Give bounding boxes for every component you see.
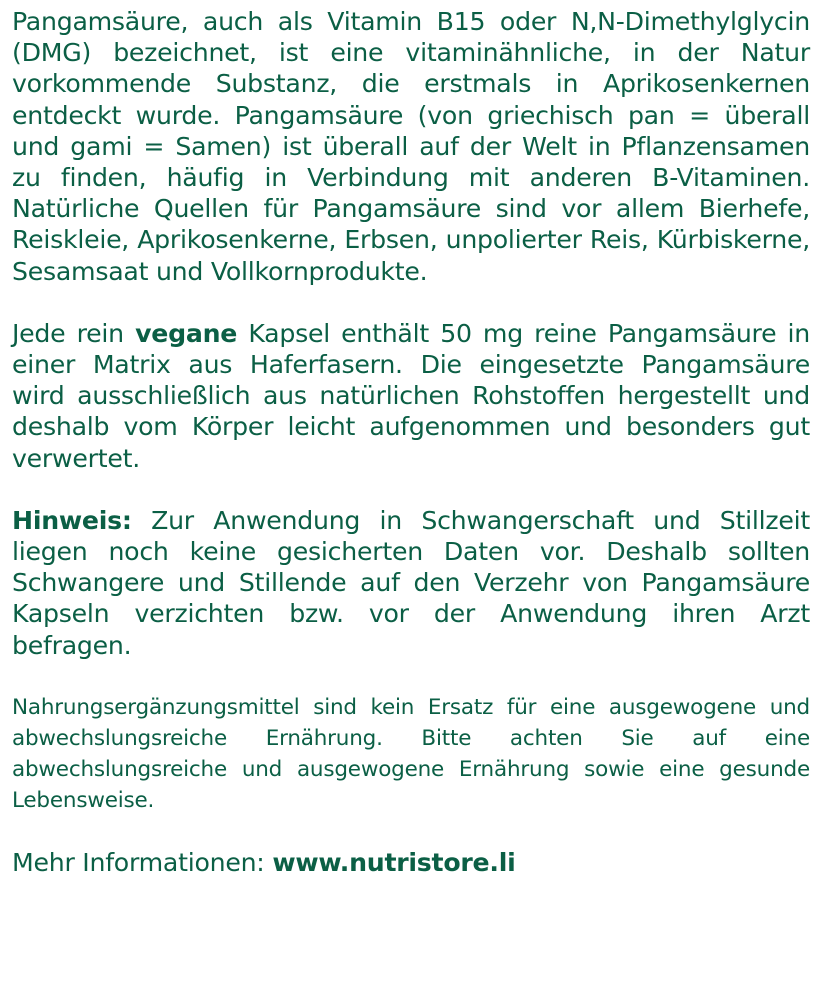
capsule-text-before: Jede rein [12,318,136,348]
product-description [12,6,810,878]
intro-paragraph: Pangamsäure, auch als Vitamin B15 oder N,N-Dimethylglycin (DMG) bezeichnet, ist eine vitaminähnliche, in der Natur vorkommende Substanz, die erstmals in Aprikosenkernen entdeckt wurde. Pangamsäure (von griechisch pan = überall und gami = Samen) ist überall auf der Welt in Pflanzensamen zu finden, häufig in Verbindung mit anderen B-Vitaminen. Natürliche Quellen für Pangamsäure sind vor allem Bierhefe, Reiskleie, Aprikosenkerne, Erbsen, unpolierter Reis, Kürbiskerne, Sesamsaat und Vollkornprodukte. [12,7,810,286]
more-info-line [12,847,810,878]
notice-label: Hinweis: [12,505,132,535]
website-link[interactable]: www.nutristore.li [272,847,516,877]
capsule-paragraph [12,318,810,474]
more-info-label: Mehr Informationen: [12,847,273,877]
notice-paragraph [12,505,810,661]
vegan-emphasis: vegane [135,318,238,348]
disclaimer-paragraph: Nahrungsergänzungsmittel sind kein Ersatz für eine ausgewogene und abwechslungsreiche Ernährung. Bitte achten Sie auf eine abwechslungsreiche und ausgewogene Ernährung sowie eine gesunde Lebensweise. [12,694,810,813]
notice-text: Zur Anwendung in Schwangerschaft und Stillzeit liegen noch keine gesicherten Daten vor. Deshalb sollten Schwangere und Stillende auf den Verzehr von Pangamsäure Kapseln verzichten bzw. vor der Anwendung ihren Arzt befragen. [12,505,810,660]
capsule-text-after: Kapsel enthält 50 mg reine Pangamsäure in einer Matrix aus Haferfasern. Die eingesetzte Pangamsäure wird ausschließlich aus natürlichen Rohstoffen hergestellt und deshalb vom Körper leicht aufgenommen und besonders gut verwertet. [12,318,811,473]
